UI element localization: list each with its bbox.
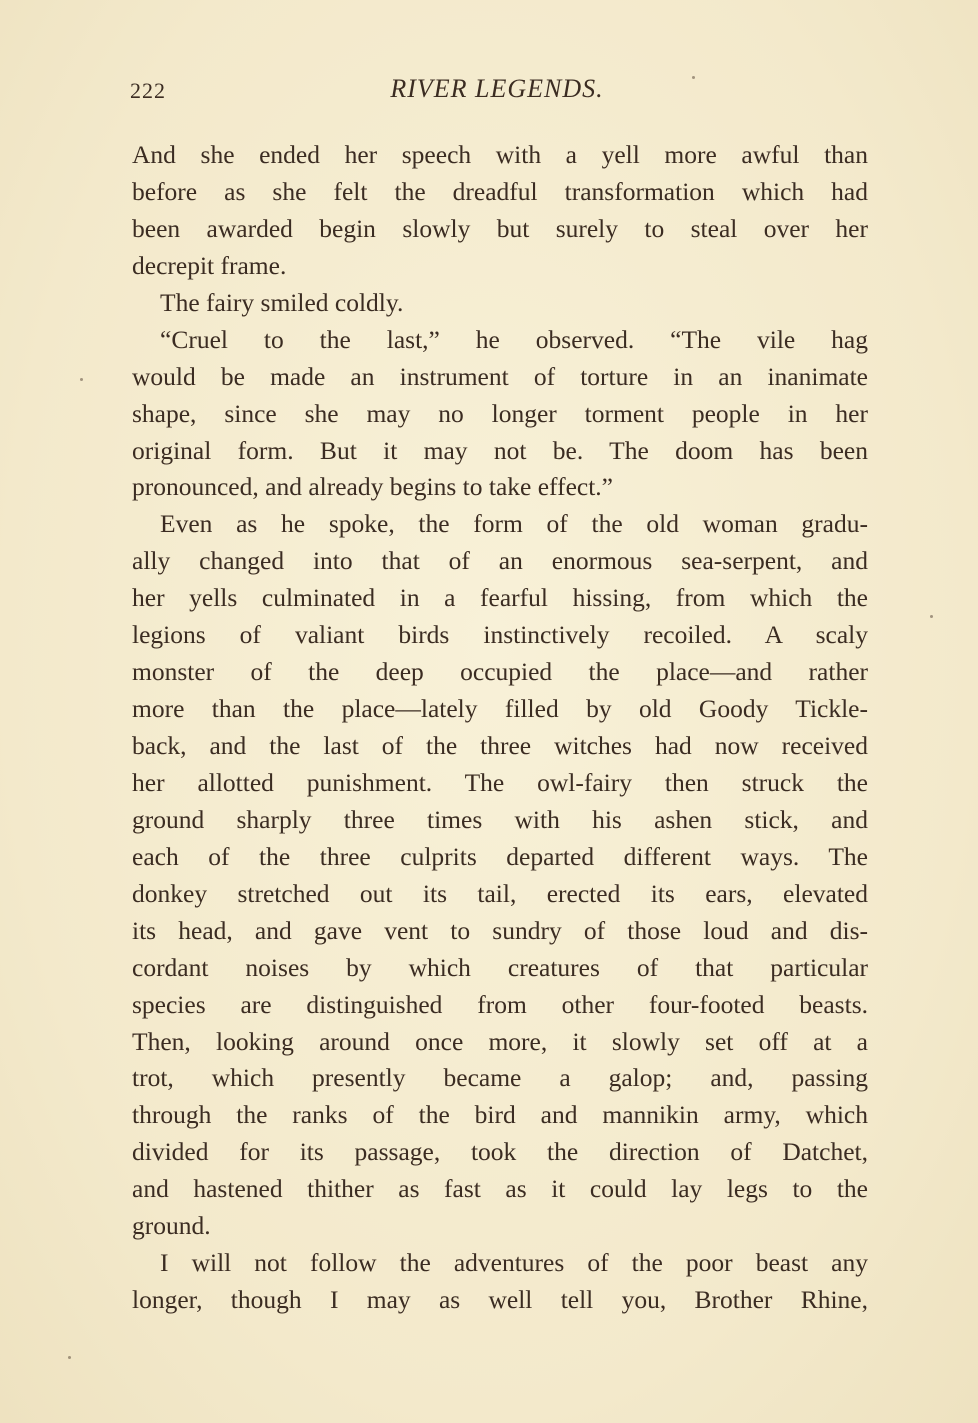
text-line: through the ranks of the bird and mannikin army, which: [132, 1100, 868, 1130]
text-line: back, and the last of the three witches had now received: [132, 731, 868, 760]
text-line: its head, and gave vent to sundry of those loud and dis-: [132, 915, 868, 945]
text-line: longer, though I may as well tell you, Brother Rhine,: [132, 1285, 868, 1315]
scan-speck: [692, 76, 695, 79]
text-line: The fairy smiled coldly.: [160, 287, 404, 317]
text-line: would be made an instrument of torture in an inanimate: [132, 361, 868, 391]
text-line: ground sharply three times with his ashen stick, and: [132, 804, 868, 834]
scan-speck: [80, 378, 83, 381]
text-line: each of the three culprits departed different ways. The: [132, 841, 868, 871]
paragraph: [132, 322, 868, 507]
running-title: RIVER LEGENDS.: [390, 74, 604, 103]
text-line: donkey stretched out its tail, erected its ears, elevated: [132, 878, 868, 908]
text-line: And she ended her speech with a yell more awful than: [132, 140, 868, 169]
text-line: before as she felt the dreadful transformation which had: [132, 176, 868, 206]
text-line: shape, since she may no longer torment people in her: [132, 398, 868, 428]
text-line: Then, looking around once more, it slowly set off at a: [132, 1026, 868, 1056]
text-line: been awarded begin slowly but surely to steal over her: [132, 213, 868, 243]
text-line: original form. But it may not be. The doom has been: [132, 435, 868, 465]
paragraph: [132, 506, 868, 1245]
text-line: her allotted punishment. The owl-fairy then struck the: [132, 767, 868, 797]
text-line: her yells culminated in a fearful hissing, from which the: [132, 583, 868, 613]
text-line: legions of valiant birds instinctively recoiled. A scaly: [132, 620, 868, 650]
text-line: divided for its passage, took the direction of Datchet,: [132, 1137, 868, 1167]
paragraph: [132, 1245, 868, 1319]
text-line: ally changed into that of an enormous sea-serpent, and: [132, 546, 868, 576]
text-line: species are distinguished from other four-footed beasts.: [132, 989, 868, 1019]
text-line: Even as he spoke, the form of the old woman gradu-: [160, 509, 868, 539]
text-line: decrepit frame.: [132, 250, 287, 280]
text-line: more than the place—lately filled by old Goody Tickle-: [132, 694, 868, 724]
page-body-text: [132, 137, 868, 1319]
scan-speck: [68, 1356, 71, 1359]
text-line: pronounced, and already begins to take effect.”: [132, 472, 613, 502]
text-line: and hastened thither as fast as it could lay legs to the: [132, 1174, 868, 1204]
paragraph: [132, 285, 868, 322]
text-line: cordant noises by which creatures of that particular: [132, 952, 868, 982]
scan-speck: [930, 615, 933, 618]
text-line: trot, which presently became a galop; and, passing: [132, 1063, 868, 1093]
text-line: ground.: [132, 1211, 211, 1241]
text-line: I will not follow the adventures of the poor beast any: [160, 1248, 868, 1278]
paragraph: [132, 137, 868, 285]
page-number: 222: [130, 78, 166, 103]
text-line: monster of the deep occupied the place—and rather: [132, 657, 868, 687]
text-line: “Cruel to the last,” he observed. “The vile hag: [160, 324, 868, 354]
